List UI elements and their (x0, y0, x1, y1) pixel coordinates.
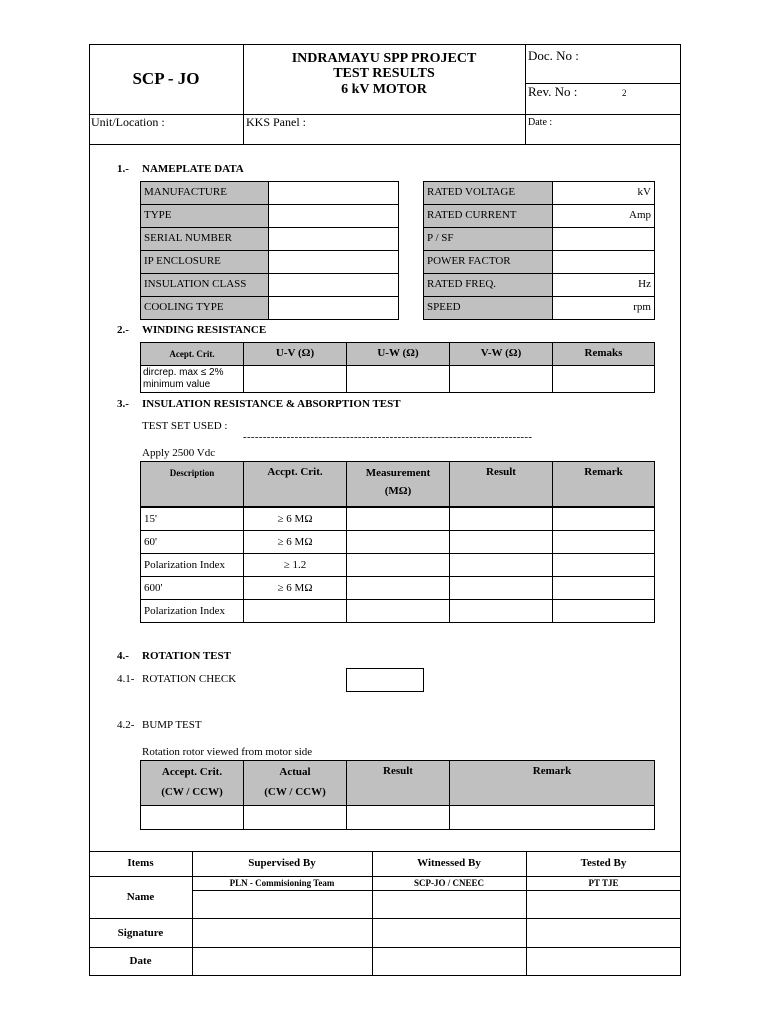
nameplate-label-psf: P / SF (423, 227, 553, 251)
winding-header-vw: V-W (Ω) (449, 342, 553, 366)
winding-value-uw (346, 365, 450, 393)
footer-team-scp: SCP-JO / CNEEC (413, 878, 484, 888)
winding-header-uv: U-V (Ω) (243, 342, 347, 366)
section1-title: NAMEPLATE DATA (142, 163, 244, 175)
doc-title-line3: 6 kV MOTOR (341, 82, 427, 97)
ir-row-measurement (346, 576, 450, 600)
ir-header-remark: Remark (552, 461, 655, 508)
winding-value-remarks (552, 365, 655, 393)
nameplate-value-cooling (268, 296, 399, 320)
nameplate-value-serial (268, 227, 399, 251)
nameplate-unit-rpm: rpm (552, 296, 655, 320)
nameplate-value-type (268, 204, 399, 228)
apply-voltage: Apply 2500 Vdc (142, 447, 216, 459)
ir-row-description: 600' (140, 576, 244, 600)
ir-header-description: Description (140, 461, 244, 508)
ir-row-criterion: ≥ 6 MΩ (243, 507, 347, 531)
ir-row-result (449, 530, 553, 554)
bump-header-actual (243, 760, 347, 806)
nameplate-label-speed: SPEED (423, 296, 553, 320)
rotation-check-number: 4.1- (117, 673, 135, 685)
section3-number: 3.- (117, 398, 129, 410)
ir-header-measurement-unit: (MΩ) (384, 485, 412, 497)
footer-items-label: Items (127, 857, 154, 869)
ir-row-measurement (346, 599, 450, 623)
section3-title: INSULATION RESISTANCE & ABSORPTION TEST (142, 398, 401, 410)
ir-header-crit: Accpt. Crit. (243, 461, 347, 508)
ir-row-description: Polarization Index (140, 553, 244, 577)
section2-title: WINDING RESISTANCE (142, 324, 267, 336)
ir-row-remark (552, 599, 655, 623)
ir-row-result (449, 553, 553, 577)
bump-header-actual-l1: Actual (279, 766, 311, 778)
nameplate-label-power-factor: POWER FACTOR (423, 250, 553, 274)
ir-row-measurement (346, 553, 450, 577)
nameplate-label-rated-current: RATED CURRENT (423, 204, 553, 228)
ir-row-description: Polarization Index (140, 599, 244, 623)
footer-tested-label: Tested By (580, 857, 627, 869)
footer-vline-1 (192, 851, 193, 976)
kks-panel-label: KKS Panel : (246, 115, 306, 129)
rotation-check-label: ROTATION CHECK (142, 673, 237, 685)
nameplate-value-power-factor (552, 250, 655, 274)
footer-supervised-label: Supervised By (248, 857, 316, 869)
winding-value-uv (243, 365, 347, 393)
nameplate-label-type: TYPE (140, 204, 269, 228)
footer-team-pln: PLN - Commisioning Team (229, 878, 335, 888)
footer-vline-2 (372, 851, 373, 976)
ir-row-remark (552, 530, 655, 554)
bump-value-remark (449, 805, 655, 830)
doc-title-line1: INDRAMAYU SPP PROJECT (291, 51, 477, 66)
rotation-check-box[interactable] (346, 668, 424, 692)
doc-no-label: Doc. No : (528, 48, 579, 63)
nameplate-label-rated-freq: RATED FREQ. (423, 273, 553, 297)
ir-row-description: 60' (140, 530, 244, 554)
nameplate-label-insulation: INSULATION CLASS (140, 273, 269, 297)
bump-value-actual (243, 805, 347, 830)
ir-row-description: 15' (140, 507, 244, 531)
header-divider-h1 (89, 114, 681, 115)
ir-row-criterion: ≥ 6 MΩ (243, 530, 347, 554)
nameplate-value-ip (268, 250, 399, 274)
section4-number: 4.- (117, 650, 129, 662)
footer-line-4 (89, 918, 681, 919)
header-divider-v2 (525, 44, 526, 144)
ir-row-result (449, 507, 553, 531)
winding-crit-cell (140, 365, 244, 393)
winding-header-uw: U-W (Ω) (346, 342, 450, 366)
unit-location-label: Unit/Location : (91, 115, 165, 129)
footer-top-line (89, 851, 681, 852)
section2-number: 2.- (117, 324, 129, 336)
nameplate-label-serial: SERIAL NUMBER (140, 227, 269, 251)
doc-title-line2: TEST RESULTS (333, 66, 435, 81)
bump-header-result: Result (346, 760, 450, 806)
nameplate-unit-kv: kV (552, 181, 655, 205)
nameplate-value-psf (552, 227, 655, 251)
bump-header-actual-l2: (CW / CCW) (264, 786, 326, 798)
footer-date-label: Date (129, 955, 152, 967)
ir-row-criterion: ≥ 1.2 (243, 553, 347, 577)
winding-header-crit: Acept. Crit. (140, 342, 244, 366)
ir-row-criterion: ≥ 6 MΩ (243, 576, 347, 600)
nameplate-label-ip: IP ENCLOSURE (140, 250, 269, 274)
bump-test-number: 4.2- (117, 719, 135, 731)
nameplate-unit-amp: Amp (552, 204, 655, 228)
ir-header-result: Result (449, 461, 553, 508)
test-set-label: TEST SET USED : (142, 420, 228, 432)
ir-header-measurement-label: Measurement (365, 467, 431, 479)
bump-test-label: BUMP TEST (142, 719, 202, 731)
ir-row-result (449, 599, 553, 623)
footer-line-3 (192, 890, 681, 891)
header-divider-h3 (89, 144, 681, 145)
winding-crit-line1: dircrep. max ≤ 2% (143, 367, 224, 378)
rev-no-value: 2 (622, 88, 627, 98)
company-name: SCP - JO (132, 69, 200, 88)
bump-header-crit (140, 760, 244, 806)
ir-header-measurement (346, 461, 450, 508)
rev-no-label: Rev. No : (528, 84, 578, 99)
footer-team-tje: PT TJE (588, 878, 619, 888)
section4-title: ROTATION TEST (142, 650, 231, 662)
footer-signature-label: Signature (117, 927, 164, 939)
nameplate-unit-hz: Hz (552, 273, 655, 297)
ir-row-result (449, 576, 553, 600)
footer-vline-3 (526, 851, 527, 976)
nameplate-label-rated-voltage: RATED VOLTAGE (423, 181, 553, 205)
rotation-note: Rotation rotor viewed from motor side (142, 746, 313, 758)
bump-header-remark: Remark (449, 760, 655, 806)
winding-value-vw (449, 365, 553, 393)
winding-header-remarks: Remaks (552, 342, 655, 366)
bump-header-crit-l2: (CW / CCW) (161, 786, 223, 798)
nameplate-value-insulation (268, 273, 399, 297)
ir-row-remark (552, 576, 655, 600)
nameplate-label-manufacture: MANUFACTURE (140, 181, 269, 205)
footer-line-2 (89, 876, 681, 877)
bump-header-crit-l1: Accept. Crit. (161, 766, 223, 778)
winding-crit-line2: minimum value (143, 379, 211, 390)
nameplate-label-cooling: COOLING TYPE (140, 296, 269, 320)
test-set-dashes: ------------------------------------------------------------------------- (243, 431, 533, 443)
footer-witnessed-label: Witnessed By (417, 857, 481, 869)
ir-row-remark (552, 553, 655, 577)
ir-row-measurement (346, 507, 450, 531)
ir-row-remark (552, 507, 655, 531)
section1-number: 1.- (117, 163, 129, 175)
footer-name-label: Name (126, 891, 155, 903)
bump-value-crit (140, 805, 244, 830)
footer-line-5 (89, 947, 681, 948)
ir-row-measurement (346, 530, 450, 554)
date-label: Date : (528, 117, 553, 128)
nameplate-value-manufacture (268, 181, 399, 205)
ir-row-criterion (243, 599, 347, 623)
bump-value-result (346, 805, 450, 830)
